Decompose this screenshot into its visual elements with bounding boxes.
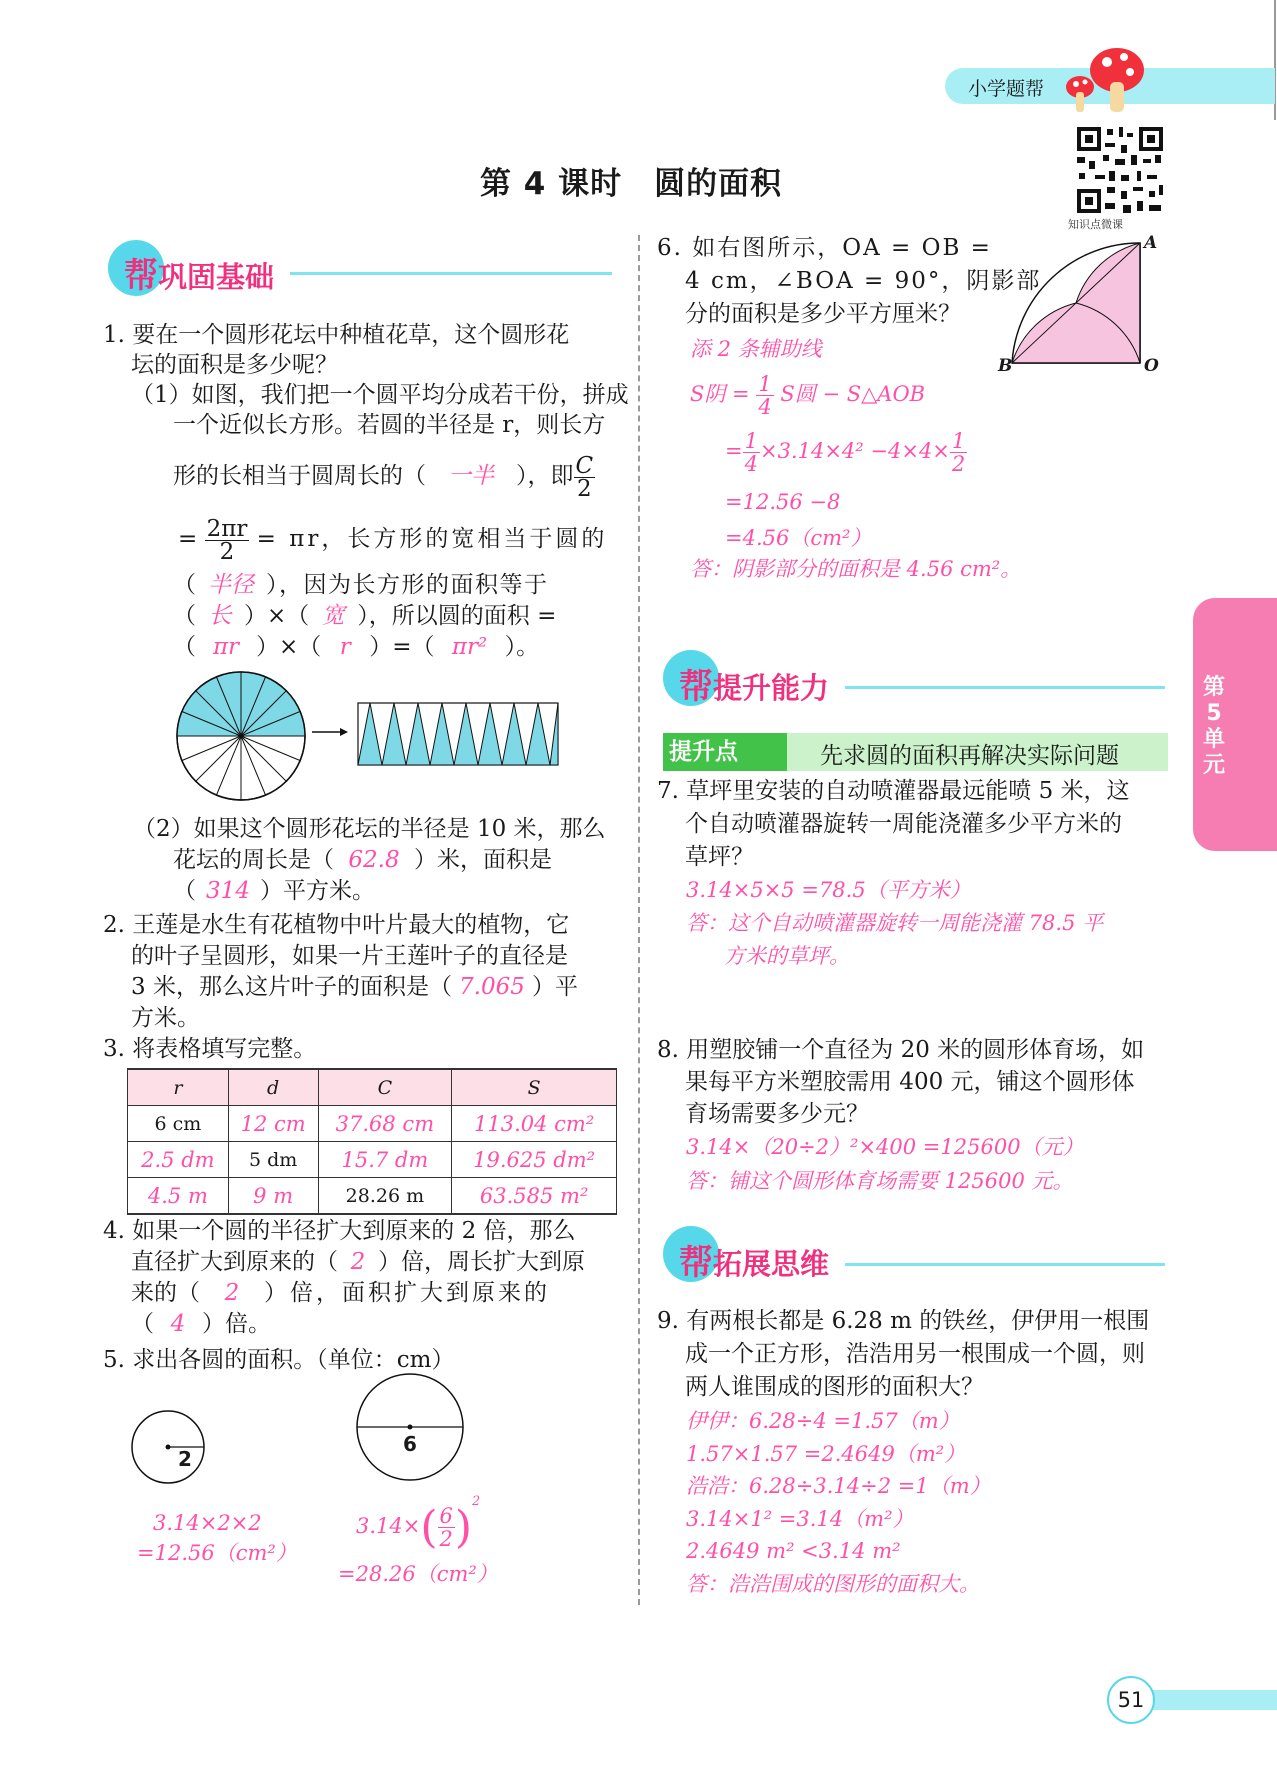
table-answer-cell: 4.5 m — [128, 1178, 229, 1215]
answer-blank-6: r — [339, 634, 351, 660]
q1-part1-line-d: = $\frac{2\pi r}{2}$ = πr，长方形的宽相当于圆的 — [178, 515, 608, 565]
q1-part1-line-c: 形的长相当于圆周长的（ 一半 ），即 $\frac{C}{2}$ — [173, 447, 595, 505]
table-header-cell: S — [452, 1069, 617, 1106]
answer-blank-2: 半径 — [208, 572, 254, 598]
question-4: 4. 如果一个圆的半径扩大到原来的 2 倍，那么 直径扩大到原来的（ 2 ）倍，周长扩大到原 来的（ 2 ）倍，面积扩大到原来的 （ 4 ）倍。 — [103, 1216, 585, 1340]
q1-part1-lines-efg — [173, 570, 556, 663]
table-answer-cell: 12 cm — [228, 1106, 318, 1142]
q5-answer-2-line1: 3.14×( $\frac{6}{2}$ )$^2$ — [356, 1493, 481, 1553]
section-rule — [845, 1263, 1165, 1266]
brand-label: 小学题帮 — [968, 78, 1045, 100]
table-row — [128, 1106, 617, 1142]
section-title-consolidate — [124, 248, 274, 297]
section-label: 巩固基础 — [158, 260, 275, 294]
column-divider — [638, 235, 640, 1605]
fraction-c-over-2: $\frac{C}{2}$ — [575, 452, 594, 502]
section-title-expand: 帮拓展思维 — [679, 1243, 830, 1283]
answer-blank-5: πr — [212, 634, 240, 660]
section-rule — [290, 272, 612, 275]
q3-fill-table — [127, 1068, 617, 1215]
table-cell: 28.26 m — [318, 1178, 452, 1215]
table-header-cell: d — [228, 1069, 318, 1106]
q1-line: 花坛的周长是（ 62.8 ）米，面积是 — [133, 845, 606, 876]
tip-text: 先求圆的面积再解决实际问题 — [820, 743, 1119, 769]
mushroom-icon — [1062, 42, 1148, 116]
question-6: 6. 如右图所示，OA = OB = 4 cm，∠BOA = 90°，阴影部 分的面积是多少平方厘米？ — [657, 235, 1042, 327]
table-header-cell: C — [318, 1069, 452, 1106]
q5-answer-2-line2: =28.26（cm²） — [338, 1562, 498, 1586]
table-answer-cell: 113.04 cm² — [452, 1106, 617, 1142]
answer-blank-1: 一半 — [448, 463, 494, 489]
question-3-stem: 3. 将表格填写完整。 — [103, 1036, 317, 1062]
q6-answer-line: =4.56（cm²） — [725, 526, 872, 550]
q6-answer-formula: S阴 = $\frac{1}{4}$ S圆 − S△AOB — [690, 372, 926, 419]
answer-blank-q4a: 2 — [350, 1249, 366, 1275]
circle-radius-2-figure — [128, 1407, 210, 1489]
answer-blank-9: 314 — [206, 878, 250, 904]
table-row — [128, 1142, 617, 1178]
answer-blank-7: πr² — [451, 634, 488, 660]
table-answer-cell: 2.5 dm — [128, 1142, 229, 1178]
table-header-row — [128, 1069, 617, 1106]
question-5-stem: 5. 求出各圆的面积。（单位：cm） — [103, 1347, 455, 1373]
label-B: B — [998, 356, 1013, 376]
section-rule — [845, 686, 1165, 689]
circle2-label: 6 — [403, 1432, 417, 1456]
q1-line: （ 314 ）平方米。 — [133, 876, 606, 907]
answer-blank-8: 62.8 — [348, 847, 400, 873]
q1-line-e: （ 半径 ），因为长方形的面积等于 — [173, 570, 556, 601]
q1-line: 坛的面积是多少呢？ — [131, 352, 338, 378]
question-7: 7. 草坪里安装的自动喷灌器最远能喷 5 米，这 个自动喷灌器旋转一周能浇灌多少平方米的 草坪？ — [657, 778, 1130, 870]
answer-blank-4: 宽 — [321, 603, 345, 629]
q6-answer-calc: = $\frac{1}{4}$ ×3.14×4² −4×4× $\frac{1}{2}$ — [725, 429, 966, 476]
answer-blank-3: 长 — [208, 603, 232, 629]
question-1 — [103, 320, 629, 440]
section-bang-char: 帮 — [124, 256, 158, 296]
answer-blank-q4c: 4 — [170, 1311, 186, 1337]
table-answer-cell: 15.7 dm — [318, 1142, 452, 1178]
arrow-icon — [752, 738, 788, 766]
q6-answer-line: =12.56 −8 — [725, 490, 841, 514]
question-9: 9. 有两根长都是 6.28 m 的铁丝，伊伊用一根围 成一个正方形，浩浩用另一根围成一个圆，则 两人谁围成的图形的面积大？ — [657, 1308, 1150, 1400]
section-title-improve: 帮提升能力 — [679, 667, 830, 707]
answer-blank-q2: 7.065 — [459, 974, 525, 1000]
q8-answer: 3.14×（20÷2）²×400 =125600（元） 答：铺这个圆形体育场需要 125600 元。 — [686, 1135, 1084, 1193]
q9-answer: 伊伊：6.28÷4 =1.57（m） 1.57×1.57 =2.4649（m²） 浩浩：6.28÷3.14÷2 =1（m） 3.14×1² =3.14（m²） 2.4649 m² <3.14 m² 答：浩浩围成的图形的面积大。 — [686, 1409, 991, 1596]
qr-code-icon — [1075, 125, 1165, 215]
quarter-circle-figure — [990, 233, 1158, 375]
q1-line: （2）如果这个圆形花坛的半径是 10 米，那么 — [133, 816, 606, 842]
table-answer-cell: 63.585 m² — [452, 1178, 617, 1215]
q1-line-f: （ 长 ）×（ 宽 ），所以圆的面积 = — [173, 601, 556, 632]
q1-line-g: （ πr ）×（ r ）=（ πr² ）。 — [173, 632, 556, 663]
q5-answer-1: 3.14×2×2 =12.56（cm²） — [137, 1511, 297, 1565]
question-2: 2. 王莲是水生有花植物中叶片最大的植物，它 的叶子呈圆形，如果一片王莲叶子的直径是 3 米，那么这片叶子的面积是（ 7.065 ）平 方米。 — [103, 912, 578, 1031]
table-cell: 5 dm — [228, 1142, 318, 1178]
answer-blank-q4b: 2 — [224, 1280, 240, 1306]
table-answer-cell: 37.68 cm — [318, 1106, 452, 1142]
page-number: 51 — [1107, 1676, 1155, 1724]
page-title: 第 4 课时 圆的面积 — [480, 166, 783, 202]
q1-line: （1）如图，我们把一个圆平均分成若干份，拼成 — [131, 382, 629, 408]
table-answer-cell: 9 m — [228, 1178, 318, 1215]
q1-part2 — [133, 814, 606, 907]
unit-side-label: 第5单元 — [1202, 675, 1225, 778]
label-O: O — [1144, 356, 1159, 376]
circle-diameter-6-figure — [353, 1370, 471, 1488]
question-8: 8. 用塑胶铺一个直径为 20 米的圆形体育场，如 果每平方米塑胶需用 400 元，铺这个圆形体 育场需要多少元？ — [657, 1037, 1145, 1127]
label-A: A — [1144, 233, 1158, 253]
table-header-cell: r — [128, 1069, 229, 1106]
q6-answer-line: 添 2 条辅助线 — [690, 337, 822, 361]
q6-answer-conclusion: 答：阴影部分的面积是 4.56 cm²。 — [690, 557, 1022, 581]
circle-to-rectangle-figure — [175, 670, 575, 805]
qr-caption: 知识点微课 — [1068, 218, 1123, 231]
tip-label: 提升点 — [663, 733, 787, 771]
fraction-2pir-over-2: $\frac{2\pi r}{2}$ — [206, 515, 248, 565]
circle1-label: 2 — [178, 1447, 192, 1471]
q1-line: 一个近似长方形。若圆的半径是 r，则长方 — [173, 412, 606, 438]
table-cell: 6 cm — [128, 1106, 229, 1142]
q7-answer: 3.14×5×5 =78.5（平方米） 答：这个自动喷灌器旋转一周能浇灌 78.5 平 方米的草坪。 — [686, 878, 1104, 968]
q1-line: 1. 要在一个圆形花坛中种植花草，这个圆形花 — [103, 322, 570, 348]
table-row — [128, 1178, 617, 1215]
table-answer-cell: 19.625 dm² — [452, 1142, 617, 1178]
